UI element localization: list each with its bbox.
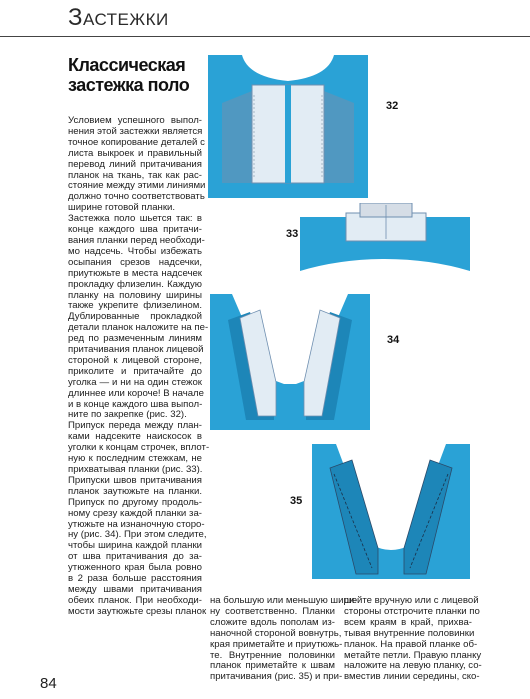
article-title-line1: Классическая [68,55,186,75]
text-line: стороной к лицевой стороне, [68,354,202,366]
text-line: метайте петли. Правую планку [344,649,482,661]
text-line: шейте вручную или с лицевой [344,595,479,606]
text-line: планок приметайте к швам [210,660,335,672]
text-line: планок заутюжьте на планки. [68,485,202,497]
page-header [0,0,530,40]
figure-33-label: 33 [286,228,299,240]
figure-34-label: 34 [387,334,400,346]
text-line: приутюжьте в места надсечек [68,267,202,279]
figure-33-illustration [300,203,470,271]
text-line: ред по размеченным линиям [68,333,202,345]
text-line: в 2 раза больше расстояния [68,573,202,585]
text-line: между швами притачивания [68,583,202,595]
text-line: утюженного края была ровно [68,562,202,574]
text-line: притачивания планок лицевой [68,344,204,356]
text-line: ную к последним стежкам, не [68,453,202,465]
text-line: края приметайте и приутюжь- [210,638,343,650]
text-line: нения этой застежки является [68,125,203,137]
text-line: ните по закрепке (рис. 32). [68,409,187,421]
figure-35-label: 35 [290,495,303,507]
header-divider [0,36,530,37]
text-line: ну (рис. 34). При этом следите, [68,529,207,541]
text-line: мости заутюжьте срезы планок [68,605,207,617]
text-line: планок на ткань, так как рас- [68,169,202,181]
text-line: мо надсечь. Чтобы избежать [68,245,202,257]
text-column-2 [210,595,358,683]
figure-34-illustration [210,294,370,430]
text-line: всем краям в край, прихва- [344,616,472,628]
text-line: ками надсеките наискосок в [68,431,202,443]
text-line: ному срезу каждой планки за- [68,507,202,519]
text-line: Припуски швов притачивания [68,474,202,486]
text-line: утюжьте на изнаночную сторо- [68,518,205,530]
figure-35-illustration [312,444,470,579]
text-line: Дублированные прокладкой [68,311,202,323]
text-line: тывая внутренние половинки [344,627,475,639]
text-line: сложите вдоль пополам из- [210,616,335,628]
text-line: Условием успешного выпол- [68,115,202,126]
text-line: прихватывая планки (рис. 33). [68,464,203,475]
section-title: Застежки [68,4,169,31]
text-line: также укрепите флизелином. [68,300,202,312]
text-line: ну соответственно. Планки [210,605,335,617]
text-line: планок. На правой планке об- [344,638,478,650]
text-line: Застежка поло шьется так: в [68,213,202,225]
text-line: осыпания срезов надсечки, [68,256,202,268]
text-line: ширине готовой планки. [68,202,176,214]
text-line: точное копирование деталей с [68,136,205,148]
text-line: наложите на левую планку, со- [344,660,482,672]
text-line: длиннее или короче! В начале [68,387,204,399]
text-line: уголки к концам строчек, вплот- [68,442,210,454]
text-line: планку на половину ширины [68,289,202,301]
text-line: вания планки перед необходи- [68,234,205,246]
text-line: конце каждого шва притачи- [68,224,202,236]
text-line: Припуск по другому продоль- [68,496,202,508]
text-line: на большую или меньшую шири- [210,595,358,606]
text-line: и в конце каждого шва выпол- [68,398,203,410]
text-line: перевод линий притачивания [68,158,202,170]
article-title-line2: застежка поло [68,75,190,95]
figure-32-label: 32 [386,100,399,112]
text-line: вместив линии середины, ско- [344,671,480,683]
text-line: прокладку флизелин. Каждую [68,278,202,290]
text-line: приколите и притачайте до [68,365,202,377]
text-line: уголка — и ни на один стежок [68,376,202,388]
text-line: стояние между этими линиями [68,180,206,192]
text-line: чтобы ширина каждой планки [68,540,202,552]
figure-32-illustration [208,55,368,198]
text-line: притачивания (рис. 35) и при- [210,671,343,683]
text-line: листа выкроек и правильный [68,147,202,159]
text-line: Припуск переда между план- [68,420,202,432]
text-line: детали планок наложите на пе- [68,322,209,334]
text-line: должно точно соответствовать [68,191,205,203]
article-title [68,55,208,95]
text-line: наночной стороной вовнутрь, [210,627,342,639]
text-line: стороны отстрочите планки по [344,605,480,617]
text-column-3 [344,595,482,683]
text-line: те. Внутренние половинки [210,649,335,661]
page-number: 84 [40,675,57,692]
text-line: обеих планок. При необходи- [68,594,202,606]
text-column-1 [68,115,210,618]
text-line: от шва притачивания до за- [68,551,202,563]
